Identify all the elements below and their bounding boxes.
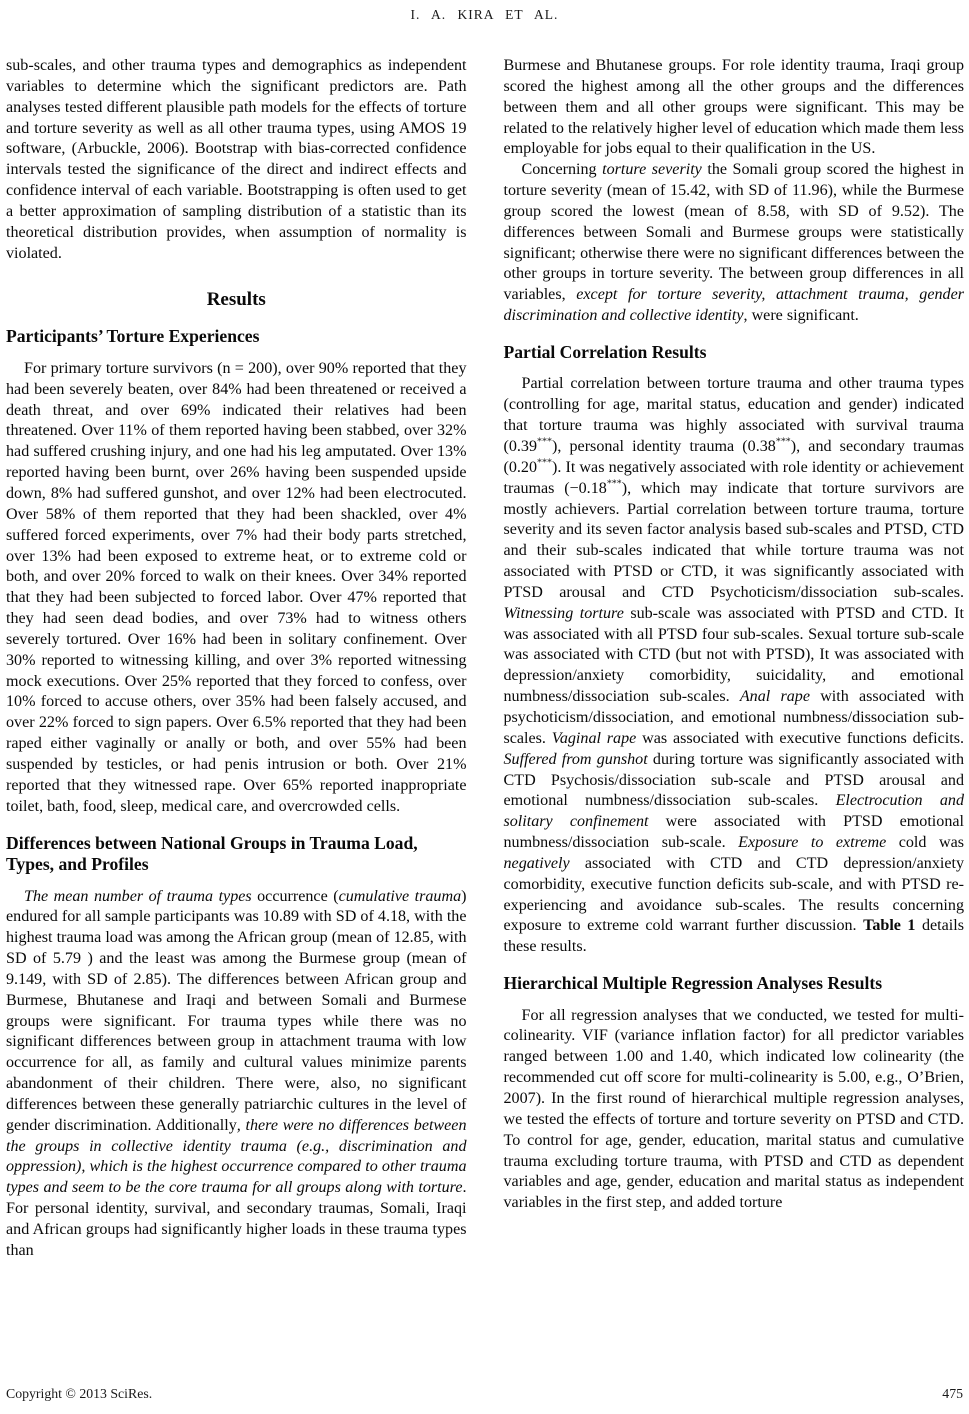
heading-hierarchical-regression: Hierarchical Multiple Regression Analyses Results bbox=[503, 973, 883, 994]
paragraph-path-analyses: sub-scales, and other trauma types and demographics as independent variables to determine which the significant predictors are. Path analyses tested different plausible path models for the effects of torture and torture severity as well as all other trauma types, using AMOS 19 software, (Arbuckle, 2006). Bootstrap with bias-corrected confidence intervals tested the significance of the direct and indirect effects and confidence interval of each variable. Bootstrapping is often used to get a better approximation of sampling distribution of a statistic than its theoretical distribution provides, when assumption of normality is violated. bbox=[6, 57, 467, 262]
paragraph-torture-experiences: For primary torture survivors (n = 200), over 90% reported that they had been severely beaten, over 84% had been threatened or received a death threat, and over 69% indicated their relatives had been threatened. Over 11% of them reported having been stabbed, over 32% had suffered crushing injury, and one had his leg amputated. Over 13% reported having been burnt, over 26% having been suspended upside down, 8% had suffered gunshot, and over 12% had been electrocuted. Over 58% of them reported that they had been shackled, over 4% suffered forced experiments, over 7% had their body parts stretched, over 13% had been exposed to extreme heat, or to extreme cold or both, and over 20% forced to walk on their knees. Over 34% reported that they had been subjected to forced labor. Over 47% reported that they had seen dead bodies, and over 73% had to witness others severely tortured. Over 16% had been in solitary confinement. Over 30% reported to witnessing killing, and over 3% reported witnessing mock executions. Over 25% reported that they forced to confess, over 10% forced to accuse others, over 35% had been falsely accused, and over 22% forced to sign papers. Over 6.5% reported that they had been raped either vaginally or anally or both, and over 55% had been suspended by testicles, or had penis intrusion or both. Over 21% reported that they witnessed rape. Over 65% reported inappropriate toilet, bath, food, sleep, medical care, and overcrowded cells. bbox=[6, 359, 467, 815]
heading-partial-correlation: Partial Correlation Results bbox=[503, 341, 707, 362]
page-footer bbox=[6, 1386, 963, 1402]
heading-participants-torture-experiences: Participants’ Torture Experiences bbox=[6, 326, 260, 347]
two-column-body bbox=[6, 56, 964, 1376]
right-column bbox=[504, 56, 965, 1376]
paragraph-regression-analyses: For all regression analyses that we conducted, we tested for multi-colinearity. VIF (variance inflation factor) for all predictor variables ranged between 1.00 and 1.40, which indicated low colinearity (the recommended cut off score for multi-colinearity is 5.00, e.g., O’Brien, 2007). In the first round of hierarchical multiple regression analyses, we tested the effects of torture and torture severity on PTSD and CTD. To control for age, gender, education, marital status and cumulative trauma excluding torture trauma, with PTSD and CTD as dependent variables and age, gender, education and marital status as independent variables in the first step, and added torture bbox=[503, 1006, 964, 1212]
heading-results: Results bbox=[206, 289, 266, 311]
left-column bbox=[6, 56, 467, 1376]
paragraph-torture-severity: Concerning torture severity the Somali group scored the highest in torture severity (mean of 15.42, with SD of 11.96), while the Burmese group scored the lowest (mean of 8.58, with SD of 9.52). The differences between Somali and Burmese groups were statistically significant; otherwise there were no significant differences between the other groups in torture severity. The between group differences in all variables, except for torture severity, attachment trauma, gender discrimination and collective identity, were significant. bbox=[503, 161, 964, 325]
heading-differences-national-groups: Differences between National Groups in Trauma Load, Types, and Profiles bbox=[6, 832, 418, 874]
paragraph-partial-correlation: Partial correlation between torture trauma and other trauma types (controlling for age, marital status, education and gender) indicated that torture trauma was highly associated with survival trauma (0.39***), personal identity trauma (0.38***), and secondary traumas (0.20***). It was negatively associated with role identity or achievement traumas (−0.18***), which may indicate that torture survivors are mostly achievers. Partial correlation between torture trauma, torture severity and its seven factor analysis based sub-scales and PTSD, CTD and their sub-scales indicated that while torture trauma was not associated with PTSD or CTD, it was significantly associated with PTSD arousal and CTD Psychoticism/dissociation sub-scales. Witnessing torture sub-scale was associated with PTSD and CTD. It was associated with all PTSD four sub-scales. Sexual torture sub-scale was associated with CTD (but not with PTSD), It was associated with depression/anxiety comorbidity, suicidality, and emotional numbness/dissociation sub-scales. Anal rape with associated with psychoticism/dissociation, and emotional numbness/dissociation sub-scales. Vaginal rape was associated with executive functions deficits. Suffered from gunshot during torture was significantly associated with CTD Psychosis/dissociation sub-scale and PTSD arousal and emotional numbness/dissociation sub-scales. Electrocution and solitary confinement were associated with PTSD emotional numbness/dissociation sub-scale. Exposure to extreme cold was negatively associated with CTD and CTD depression/anxiety comorbidity, executive function deficits sub-scale, and with PTSD re-experiencing and avoidance sub-scales. The results concerning exposure to extreme cold warrant further discussion. Table 1 details these results. bbox=[503, 375, 964, 956]
paragraph-trauma-load: The mean number of trauma types occurrence (cumulative trauma) endured for all sample participants was 10.89 with SD of 4.18, with the highest trauma load was among the African group (mean of 12.85, with SD of 5.79 ) and the least was among the Burmese group (mean of 9.149, with SD of 2.85). The differences between African group and Burmese, Bhutanese and Iraqi and between Somali and Burmese groups were significant. For trauma types while there was no significant differences between group in attachment trauma with low occurrence for all, as family and cultural values minimize parents abandonment of their children. There were, also, no significant differences between these generally patriarchic cultures in the level of gender discrimination. Additionally, there were no differences between the groups in collective identity trauma (e.g., discrimination and oppression), which is the highest occurrence compared to other trauma types and seem to be the core trauma for all groups along with torture. For personal identity, survival, and secondary traumas, Somali, Iraqi and African groups had significantly higher loads in these trauma types than bbox=[6, 887, 467, 1259]
running-head: I. A. KIRA ET AL. bbox=[410, 7, 559, 22]
paragraph-role-identity: Burmese and Bhutanese groups. For role identity trauma, Iraqi group scored the highest among all the other groups and the differences between them and all other groups were significant. This may be related to the relatively higher level of education which made them less employable for jobs equal to their qualification in the US. bbox=[503, 57, 964, 158]
page-number: 475 bbox=[942, 1386, 963, 1401]
footer-copyright: Copyright © 2013 SciRes. bbox=[6, 1386, 153, 1401]
